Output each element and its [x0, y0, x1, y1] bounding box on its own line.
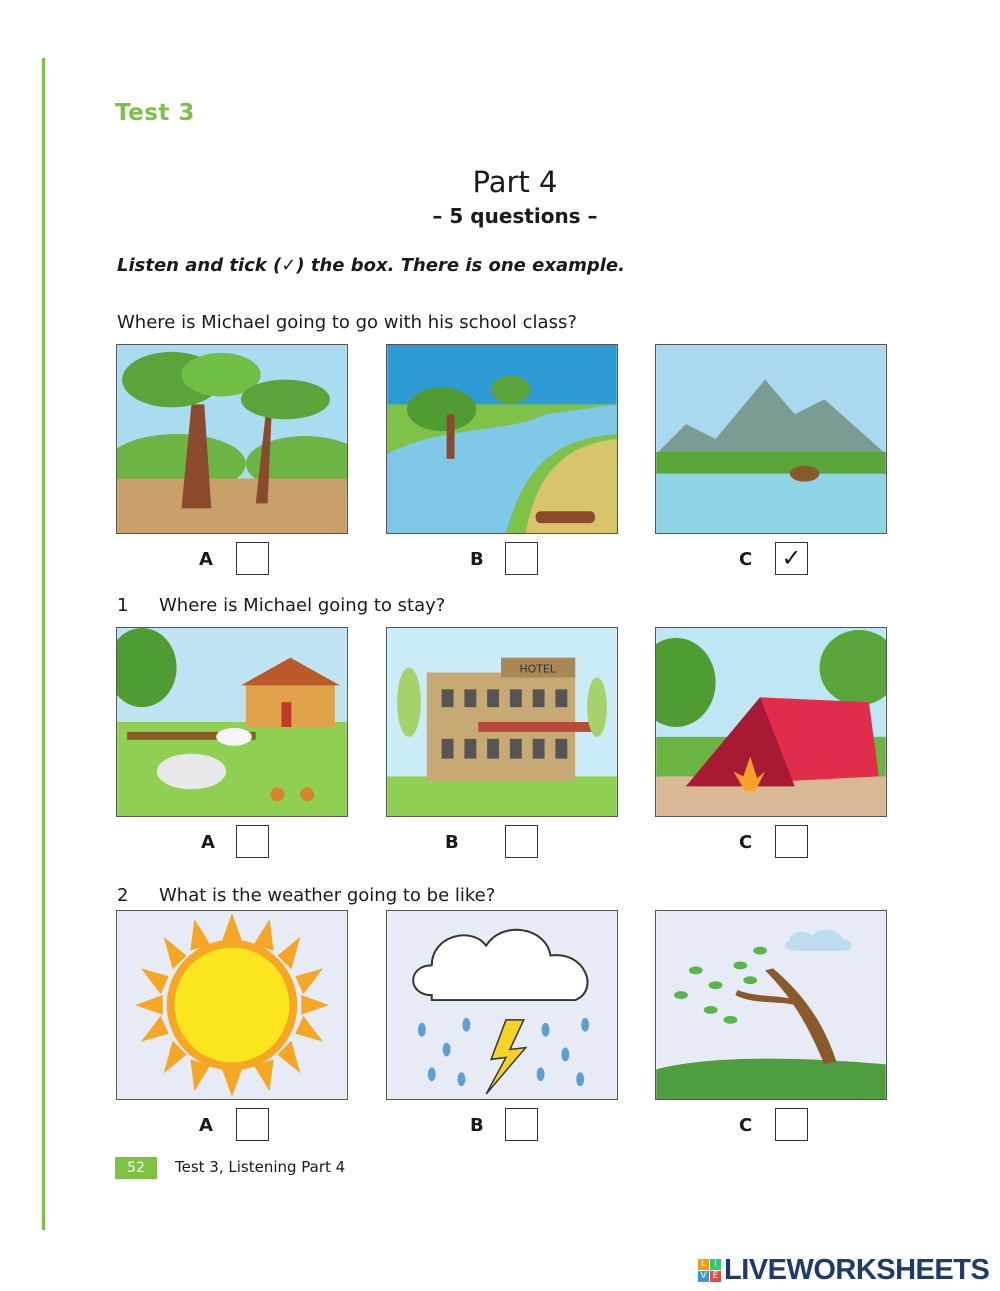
tick-box-q2-b[interactable]: [505, 1108, 538, 1141]
option-letter-a: A: [199, 1115, 213, 1136]
option-letter-c: C: [739, 549, 753, 570]
tick-box-example-b[interactable]: [505, 542, 538, 575]
tick-box-q1-a[interactable]: [236, 825, 269, 858]
part-subtitle: – 5 questions –: [432, 204, 598, 228]
wind-icon: [655, 910, 887, 1100]
question-number: 2: [117, 885, 129, 906]
margin-rule: [42, 58, 45, 1230]
option-letter-a: A: [201, 832, 215, 853]
question-1: [117, 595, 445, 616]
brand-icon: L I V E: [698, 1259, 721, 1282]
example-question: Where is Michael going to go with his school class?: [117, 312, 577, 333]
footer-text: Test 3, Listening Part 4: [175, 1158, 346, 1176]
option-letter-b: B: [470, 1115, 484, 1136]
tick-box-q1-c[interactable]: [775, 825, 808, 858]
question-2: [117, 885, 495, 906]
brand-name: LIVEWORKSHEETS: [724, 1254, 990, 1286]
tick-box-example-a[interactable]: [236, 542, 269, 575]
option-letter-a: A: [199, 549, 213, 570]
question-text: What is the weather going to be like?: [159, 885, 496, 906]
part-title: Part 4: [472, 165, 558, 199]
option-letter-c: C: [739, 832, 753, 853]
sun-icon: [116, 910, 348, 1100]
tent-icon: [655, 627, 887, 817]
mountains-lake-icon: [655, 344, 887, 534]
question-number: 1: [117, 595, 129, 616]
trees-icon: [116, 344, 348, 534]
hotel-sign: HOTEL: [519, 662, 556, 676]
tick-box-q2-a[interactable]: [236, 1108, 269, 1141]
tick-box-q2-c[interactable]: [775, 1108, 808, 1141]
option-letter-c: C: [739, 1115, 753, 1136]
option-letter-b: B: [470, 549, 484, 570]
liveworksheets-logo: [698, 1254, 989, 1287]
tick-box-q1-b[interactable]: [505, 825, 538, 858]
option-letter-b: B: [445, 832, 459, 853]
river-icon: [386, 344, 618, 534]
question-text: Where is Michael going to stay?: [159, 595, 446, 616]
hotel-icon: [386, 627, 618, 817]
farm-icon: [116, 627, 348, 817]
storm-icon: [386, 910, 618, 1100]
test-label: Test 3: [115, 100, 195, 126]
tick-box-example-c[interactable]: ✓: [775, 542, 808, 575]
page-number: 52: [115, 1157, 157, 1179]
instruction: Listen and tick (✓) the box. There is one example.: [117, 255, 625, 276]
